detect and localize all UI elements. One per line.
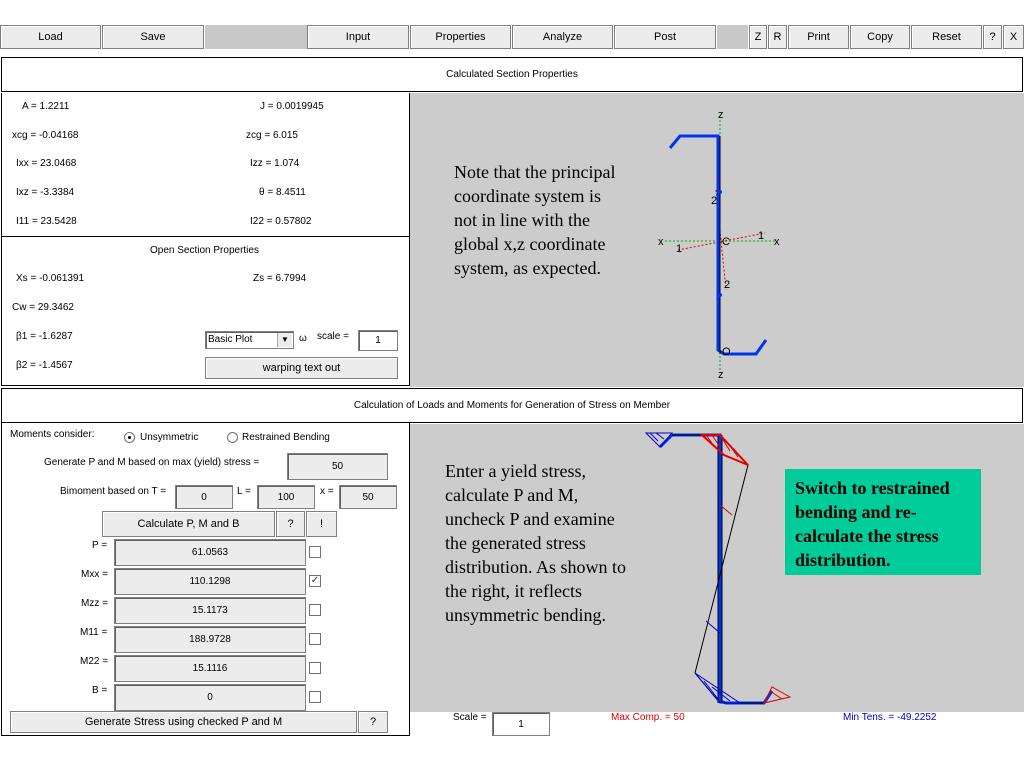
prop-Cw: Cw = 29.3462 — [12, 302, 74, 313]
prop-I11: I11 = 23.5428 — [16, 216, 77, 227]
centroid-label: C — [722, 236, 730, 248]
prop-Zs: Zs = 6.7994 — [253, 273, 307, 284]
m11-checkbox[interactable] — [309, 633, 321, 645]
reset-button[interactable]: Reset — [911, 25, 982, 49]
toolbar-spacer — [205, 25, 307, 49]
unsymmetric-radio[interactable] — [124, 432, 135, 443]
post-button[interactable]: Post — [614, 25, 716, 49]
copy-button[interactable]: Copy — [850, 25, 910, 49]
generate-stress-help-button[interactable]: ? — [358, 711, 388, 733]
close-button[interactable]: X — [1003, 25, 1024, 49]
plot-scale-label: Scale = — [453, 712, 487, 723]
length-input[interactable]: 100 — [257, 485, 315, 509]
axis-z-top: z — [718, 109, 724, 121]
save-button[interactable]: Save — [102, 25, 204, 49]
stress-note: Enter a yield stress, calculate P and M, uncheck P and examine the generated stress distribution. As shown to the right, it reflects unsymmetric bending. — [445, 461, 627, 625]
warping-text-out-button[interactable]: warping text out — [205, 357, 398, 379]
calculate-help-button[interactable]: ? — [276, 511, 305, 537]
plot-scale-input[interactable]: 1 — [492, 712, 550, 736]
axis-z-bottom: z — [718, 369, 724, 381]
b-label: B = — [92, 685, 108, 696]
p-checkbox[interactable] — [309, 546, 321, 558]
mxx-checkbox[interactable]: ✓ — [310, 575, 320, 586]
scale-label: scale = — [317, 331, 349, 342]
b-checkbox[interactable] — [309, 691, 321, 703]
omega-label: ω — [299, 333, 307, 344]
prop-A: A = 1.2211 — [22, 101, 70, 112]
restrained-bending-callout: Switch to restrained bending and re-calculate the stress distribution. — [785, 469, 981, 575]
calculate-info-button[interactable]: ! — [306, 511, 337, 537]
load-button[interactable]: Load — [0, 25, 101, 49]
m22-value[interactable]: 15.1116 — [114, 655, 306, 682]
print-button[interactable]: Print — [788, 25, 849, 49]
bimoment-label: Bimoment based on T = — [60, 486, 167, 497]
unsymmetric-label[interactable]: Unsymmetric — [140, 432, 199, 443]
open-section-title: Open Section Properties — [150, 245, 259, 256]
mzz-checkbox[interactable] — [309, 604, 321, 616]
prop-Ixx: Ixx = 23.0468 — [16, 158, 77, 169]
loads-header: Calculation of Loads and Moments for Generation of Stress on Member — [1, 388, 1023, 423]
prop-Izz: Izz = 1.074 — [250, 158, 300, 169]
axis-x-right: x — [774, 236, 780, 248]
prop-beta1: β1 = -1.6287 — [16, 331, 73, 342]
m22-checkbox[interactable] — [309, 662, 321, 674]
analyze-button[interactable]: Analyze — [512, 25, 613, 49]
help-button[interactable]: ? — [983, 25, 1002, 49]
m22-label: M22 = — [80, 656, 109, 667]
prop-J: J = 0.0019945 — [260, 101, 324, 112]
prop-zcg: zcg = 6.015 — [246, 130, 298, 141]
section-note: Note that the principal coordinate system is not in line with the global x,z coordinate system, as expected. — [454, 162, 616, 278]
r-button[interactable]: R — [768, 25, 787, 49]
p-value[interactable]: 61.0563 — [114, 539, 306, 566]
prop-theta: θ = 8.4511 — [259, 187, 306, 198]
chevron-down-icon[interactable]: ▼ — [277, 333, 292, 347]
prop-I22: I22 = 0.57802 — [250, 216, 312, 227]
z-button[interactable]: Z — [749, 25, 767, 49]
m11-label: M11 = — [80, 627, 108, 638]
torque-input[interactable]: 0 — [175, 485, 233, 509]
mzz-label: Mzz = — [81, 598, 108, 609]
axis-1-left: 1 — [676, 243, 683, 255]
mxx-label: Mxx = — [81, 569, 108, 580]
p-label: P = — [92, 540, 108, 551]
x-position-input[interactable]: 50 — [339, 485, 397, 509]
prop-xcg: xcg = -0.04168 — [12, 130, 79, 141]
yield-stress-input[interactable]: 50 — [287, 453, 388, 480]
moments-consider-label: Moments consider: — [10, 429, 95, 440]
restrained-bending-radio[interactable] — [227, 432, 238, 443]
divider — [1, 236, 409, 237]
max-compression-readout: Max Comp. = 50 — [611, 712, 685, 723]
plot-type-value: Basic Plot — [208, 334, 253, 345]
min-tension-readout: Min Tens. = -49.2252 — [843, 712, 937, 723]
scale-input[interactable]: 1 — [358, 330, 398, 351]
restrained-bending-label[interactable]: Restrained Bending — [242, 432, 330, 443]
x-position-label: x = — [320, 486, 334, 497]
toolbar-spacer-2 — [717, 25, 748, 49]
axis-x-left: x — [658, 236, 664, 248]
prop-Ixz: Ixz = -3.3384 — [16, 187, 75, 198]
stress-plot — [640, 425, 800, 710]
length-label: L = — [237, 486, 251, 497]
axis-1-right: 1 — [758, 230, 765, 242]
axis-2-top: 2 — [711, 195, 718, 207]
axis-2-bottom: 2 — [724, 279, 731, 291]
input-button[interactable]: Input — [307, 25, 409, 49]
section-plot — [640, 100, 800, 385]
prop-Xs: Xs = -0.061391 — [16, 273, 85, 284]
properties-button[interactable]: Properties — [410, 25, 511, 49]
mzz-value[interactable]: 15.1173 — [114, 597, 306, 624]
generate-stress-button[interactable]: Generate Stress using checked P and M — [10, 711, 357, 733]
origin-label: O — [722, 346, 731, 358]
mxx-value[interactable]: 110.1298 — [114, 568, 306, 595]
yield-stress-label: Generate P and M based on max (yield) stress = — [44, 457, 260, 468]
b-value[interactable]: 0 — [114, 684, 306, 711]
prop-beta2: β2 = -1.4567 — [16, 360, 73, 371]
plot-type-select[interactable] — [205, 331, 294, 349]
section-properties-header: Calculated Section Properties — [1, 57, 1023, 92]
m11-value[interactable]: 188.9728 — [114, 626, 306, 653]
calculate-pmb-button[interactable]: Calculate P, M and B — [102, 511, 275, 537]
